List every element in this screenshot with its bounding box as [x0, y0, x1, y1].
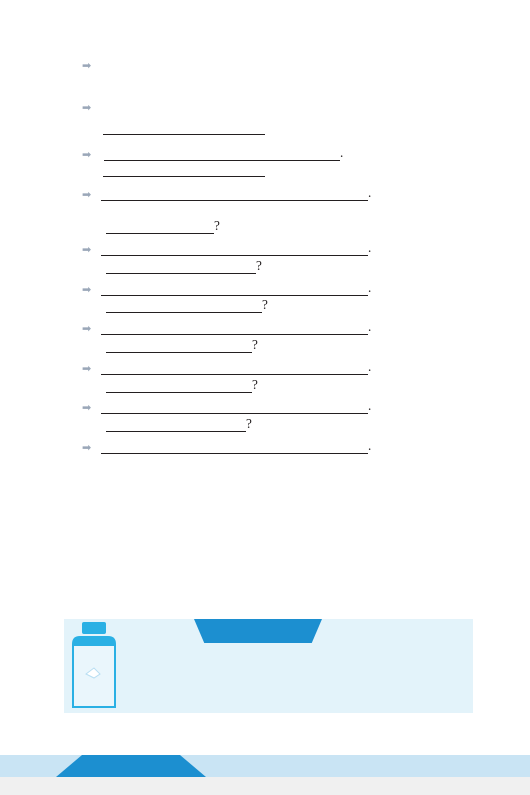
arrow-icon: ➡: [82, 148, 92, 161]
answer-5: [82, 145, 343, 161]
fill-in-blank[interactable]: [106, 340, 252, 353]
arrow-icon: ➡: [82, 59, 92, 72]
page-tab: [56, 755, 206, 777]
question-mark: ?: [252, 337, 258, 352]
father-answer-2: [82, 280, 371, 296]
answer-blank[interactable]: [101, 188, 368, 201]
period: .: [368, 280, 372, 295]
answer-4: [82, 101, 101, 114]
period: .: [368, 240, 372, 255]
fill-in-blank[interactable]: [106, 419, 246, 432]
arrow-icon: ➡: [82, 188, 92, 201]
question-5-mother: [81, 122, 265, 135]
period: .: [368, 359, 372, 374]
father-answer-3: [82, 319, 371, 335]
period: .: [368, 438, 372, 453]
arrow-icon: ➡: [82, 401, 92, 414]
fill-in-blank[interactable]: [106, 380, 252, 393]
fill-in-blank[interactable]: [103, 164, 265, 177]
father-question-4: [81, 337, 258, 353]
answer-blank[interactable]: [101, 243, 368, 256]
answer-blank[interactable]: [101, 441, 368, 454]
fill-in-blank[interactable]: [106, 300, 262, 313]
question-mark: ?: [252, 377, 258, 392]
period: .: [340, 145, 344, 160]
father-answer-5: [82, 398, 371, 414]
father-answer-6: [82, 438, 371, 454]
brand-banner: [194, 619, 322, 643]
arrow-icon: ➡: [82, 101, 92, 114]
answer-3: [82, 59, 101, 72]
answer-blank[interactable]: [101, 362, 368, 375]
arrow-icon: ➡: [82, 283, 92, 296]
question-6-mother: [81, 164, 265, 177]
father-answer-4: [82, 359, 371, 375]
father-answer-1: [82, 240, 371, 256]
fill-in-blank[interactable]: [106, 221, 214, 234]
answer-blank[interactable]: [101, 322, 368, 335]
answer-6: [82, 185, 371, 201]
page-tab-shape: [56, 755, 206, 777]
arrow-icon: ➡: [82, 441, 92, 454]
father-question-6: [81, 416, 252, 432]
bottle-illustration: [66, 622, 126, 712]
arrow-icon: ➡: [82, 362, 92, 375]
father-question-5: [81, 377, 258, 393]
question-mark: ?: [262, 297, 268, 312]
father-question-2: [81, 258, 262, 274]
fill-in-blank[interactable]: [103, 122, 265, 135]
product-wrapper: [64, 619, 473, 713]
period: .: [368, 398, 372, 413]
question-mark: ?: [214, 218, 220, 233]
answer-blank[interactable]: [101, 401, 368, 414]
bottle-cap: [82, 622, 106, 634]
answer-blank[interactable]: [101, 283, 368, 296]
period: .: [368, 319, 372, 334]
fill-in-blank[interactable]: [106, 261, 256, 274]
question-mark: ?: [246, 416, 252, 431]
footer-bottom: [0, 777, 530, 795]
answer-blank[interactable]: [104, 148, 340, 161]
father-question-3: [81, 297, 268, 313]
arrow-icon: ➡: [82, 243, 92, 256]
question-mark: ?: [256, 258, 262, 273]
arrow-icon: ➡: [82, 322, 92, 335]
father-question-1: [81, 218, 220, 234]
period: .: [368, 185, 372, 200]
